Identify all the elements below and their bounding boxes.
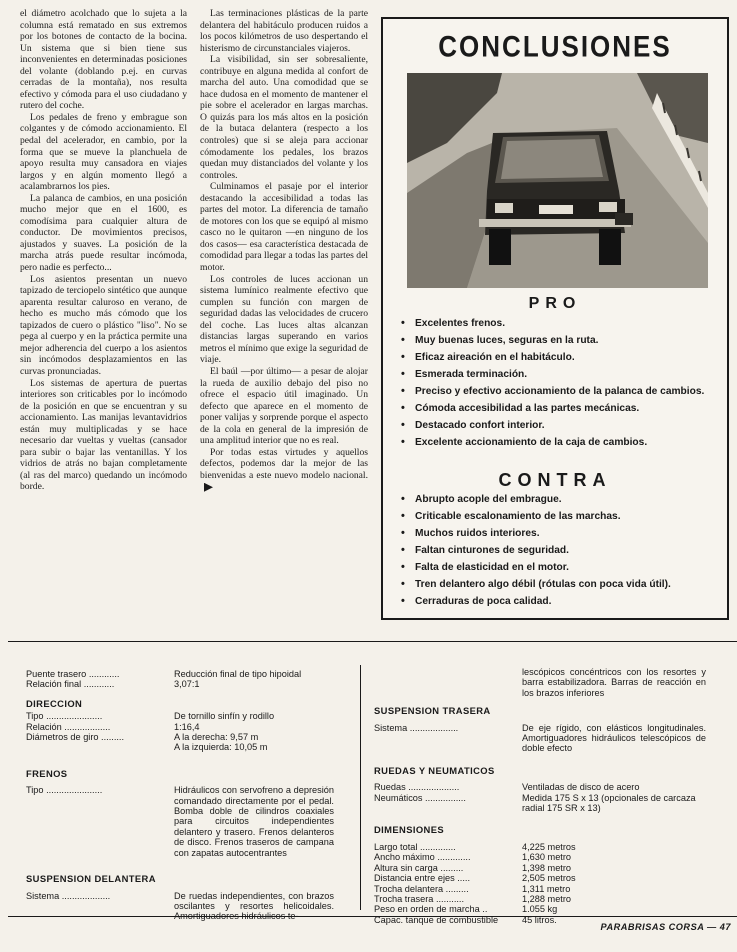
paragraph: Culminamos el pasaje por el interior destacando la accesibilidad a todas las partes del motor. La diferencia de tamaño de motores con los que se equipó al mismo casco no le quitaron —en ninguno de los dos casos— esa característica destacada de comodidad para llegar a todas las partes del motor. — [200, 181, 368, 274]
spec-label-empty — [374, 667, 522, 698]
pro-item: • Excelentes frenos. — [401, 317, 723, 330]
paragraph: Los controles de luces accionan un sistema lumínico realmente efectivo que cumplen su función con margen de seguridad dadas las velocidades de crucero del coche. Las luces altas alcanzan distancias largas superando en varios metros el mínimo que exige la seguridad de viaje. — [200, 273, 368, 366]
spec-row — [26, 679, 356, 689]
spec-heading: DIRECCION — [26, 697, 83, 709]
spec-value: 1,288 metro — [522, 893, 572, 904]
spec-value: Reducción final de tipo hipoidal — [174, 669, 302, 679]
spec-value: 3,07:1 — [174, 679, 200, 690]
spec-heading: SUSPENSION TRASERA — [374, 705, 491, 717]
end-mark-icon — [204, 483, 213, 492]
paragraph: Los pedales de freno y embrague son colgantes y de cómodo accionamiento. El pedal del acelerador, en cambio, por la forma que se mueve la planchuela de apoyo resulta muy cansadora en viajes largos y en algún momento llegó a acalambrarnos los pies. — [20, 111, 187, 193]
pro-item: • Esmerada terminación. — [401, 368, 723, 381]
spec-value: De eje rígido, con elásticos longitudinales. Amortiguadores hidráulicos telescópicos de doble efecto — [522, 722, 709, 754]
pro-item: • Preciso y efectivo accionamiento de la palanca de cambios. — [401, 385, 723, 398]
contra-item: • Faltan cinturones de seguridad. — [401, 544, 723, 557]
paragraph: Los asientos presentan un nuevo tapizado de terciopelo sintético que aunque aparenta resultar caluroso en verano, de hecho es mucho más cómodo que los tapizados de cuero o plástico "liso". No se pega al cuerpo y en la práctica permite una mejor adherencia del cuerpo a los asientos sin incómodos desplazamientos en las curvas pronunciadas. — [20, 273, 187, 377]
spec-value: 2,505 metros — [522, 873, 576, 884]
paragraph: El baúl —por último— a pesar de alojar la rueda de auxilio debajo del piso no ofrece el espacio útil imaginado. Un defecto que aparece en el momento de poner valijas y sorprende porque el aspecto de la cola en general de la impresión de una amplitud interior que no es real. — [200, 365, 368, 447]
spec-value: 1:16,4 — [174, 721, 200, 732]
paragraph: La palanca de cambios, en una posición mucho mejor que en el 1600, es comodísima para cualquier altura de conductor. De movimientos precisos, ajustados y suaves. La posición de la marcha atrás puede resultar incómoda, pero nadie es perfecto... — [20, 192, 187, 274]
paragraph: el diámetro acolchado que lo sujeta a la columna está rematado en sus extremos por los botones de contacto de la bocina. Un sistema que si bien tiene sus inconvenientes en determinadas posiciones del volante (doblando p.ej. en curvas cerradas de la montaña), nos resulta efectivo y cómoda para el uso ciudadano y rutero del coche. — [20, 8, 187, 112]
spec-value: Hidráulicos con servofreno a depresión comandado directamente por el pedal. Bomba doble de cilindros coaxiales para circuitos independientes delantero y trasero. Frenos delanteros de disco. Frenos traseros de campana con zapatas autocentrantes — [174, 785, 337, 858]
spec-label: Ruedas .................... — [374, 782, 460, 793]
specs-divider — [360, 665, 361, 910]
spec-value: 4,225 metros — [522, 841, 576, 852]
page-footer: PARABRISAS CORSA — 47 — [600, 922, 731, 932]
spec-row — [26, 732, 356, 753]
spec-value: De ruedas independientes, con brazos oscilantes y resortes helicoidales. Amortiguadores hidráulicos te- — [174, 890, 337, 922]
spec-row — [374, 782, 726, 792]
spec-value: 45 litros. — [522, 914, 557, 925]
conclusions-title: CONCLUSIONES — [438, 28, 672, 64]
spec-value: Medida 175 S x 13 (opcionales de carcaza radial 175 SR x 13) — [522, 792, 699, 814]
spec-label: Tipo ...................... — [26, 711, 103, 722]
spec-row — [374, 904, 726, 914]
spec-row — [374, 667, 726, 698]
spec-heading: DIMENSIONES — [374, 824, 445, 836]
contra-item: • Tren delantero algo débil (rótulas con poca vida útil). — [401, 578, 723, 591]
spec-row — [26, 711, 356, 721]
spec-row — [374, 723, 726, 754]
spec-value: 1,630 metro — [522, 852, 572, 863]
specs-right-column — [374, 667, 726, 925]
paragraph: Los sistemas de apertura de puertas interiores son criticables por lo incómodo de la posición en que se encuentran y su accionamiento. Las manijas levantavidrios están muy multiplicadas y se hace necesario dar vueltas y vueltas (cansador para subir o bajar las ventanillas. Y los vidrios de atrás no bajan completamente (al ras del marco) quedando un incómodo borde. — [20, 377, 187, 493]
spec-row — [26, 669, 356, 679]
dimensions-table — [374, 842, 726, 925]
spec-label: Distancia entre ejes ..... — [374, 873, 471, 884]
contra-item: • Abrupto acople del embrague. — [401, 493, 723, 506]
pro-item: • Muy buenas luces, seguras en la ruta. — [401, 334, 723, 347]
pro-list — [401, 317, 723, 453]
pro-item: • Eficaz aireación en el habitáculo. — [401, 351, 723, 364]
spec-label: Capac. tanque de combustible — [374, 914, 499, 925]
spec-label: Neumáticos ................ — [374, 792, 466, 803]
last-paragraph-text: Por todas estas virtudes y aquellos defectos, podemos dar la mejor de las bienvenidas a este nuevo modelo nacional. — [200, 446, 368, 481]
spec-label: Relación final ............ — [26, 679, 115, 690]
spec-value: A la derecha: 9,57 m A la izquierda: 10,05 m — [174, 732, 268, 753]
spec-label: Sistema ................... — [26, 890, 111, 901]
paragraph: Las terminaciones plásticas de la parte delantera del habitáculo producen ruidos a los pocos kilómetros de uso despertando el histerismo de circunstanciales viajeros. — [200, 8, 368, 54]
specs-left-column — [26, 669, 356, 922]
spec-label: Puente trasero ............ — [26, 669, 120, 679]
spec-value: 1,398 metro — [522, 862, 572, 873]
spec-label: Largo total .............. — [374, 841, 456, 852]
contra-item: • Falta de elasticidad en el motor. — [401, 561, 723, 574]
spec-value: 1,311 metro — [522, 883, 571, 894]
spec-row — [374, 863, 726, 873]
pro-item: • Excelente accionamiento de la caja de cambios. — [401, 436, 723, 449]
contra-item: • Muchos ruidos interiores. — [401, 527, 723, 540]
spec-row — [26, 891, 356, 922]
spec-label: Altura sin carga ......... — [374, 862, 464, 873]
spec-row — [374, 894, 726, 904]
article-column-2 — [200, 8, 368, 635]
spec-label: Peso en orden de marcha .. — [374, 904, 488, 915]
spec-label: Ancho máximo ............. — [374, 852, 471, 863]
spec-row — [374, 793, 726, 814]
spec-value: Ventiladas de disco de acero — [522, 782, 640, 793]
pro-item: • Cómoda accesibilidad a las partes mecánicas. — [401, 402, 723, 415]
spec-value: 1.055 kg — [522, 904, 558, 915]
pro-item: • Destacado confort interior. — [401, 419, 723, 432]
spec-label: Sistema ................... — [374, 722, 459, 733]
spec-heading: RUEDAS Y NEUMATICOS — [374, 764, 495, 776]
paragraph: La visibilidad, sin ser sobresaliente, contribuye en alguna medida al confort de marcha del auto. Una comodidad que se hace dudosa en el momento de mantener el pie sobre el acelerador en largas marchas. O quizás para los más altos en la posición de la butaca delantera (respecto a los controles) que si se aleja para accionar cómodamente los pedales, los brazos quedan muy distanciados del volante y los controles. — [200, 54, 368, 181]
car-rear-photo-icon — [407, 73, 708, 288]
spec-label: Tipo ...................... — [26, 785, 103, 796]
spec-row — [374, 842, 726, 852]
car-photo — [407, 73, 708, 288]
spec-row — [374, 852, 726, 862]
spec-row — [374, 884, 726, 894]
article-column-1 — [20, 8, 187, 635]
contra-item: • Cerraduras de poca calidad. — [401, 595, 723, 608]
spec-heading: SUSPENSION DELANTERA — [26, 873, 156, 885]
conclusions-box — [381, 17, 729, 620]
spec-row — [26, 785, 356, 858]
spec-value: De tornillo sinfín y rodillo — [174, 711, 275, 722]
spec-heading: FRENOS — [26, 767, 68, 779]
contra-title: CONTRA — [498, 470, 612, 490]
spec-label: Diámetros de giro ......... — [26, 732, 125, 743]
spec-row — [374, 873, 726, 883]
contra-item: • Criticable escalonamiento de las marchas. — [401, 510, 723, 523]
spec-label: Relación .................. — [26, 721, 111, 732]
spec-label: Trocha delantera ......... — [374, 883, 469, 894]
paragraph-last — [200, 447, 368, 493]
spec-label: Trocha trasera ........... — [374, 893, 465, 904]
spec-value: lescópicos concéntricos con los resortes y barra estabilizadora. Barras de reacción en los brazos inferiores — [522, 667, 709, 698]
contra-list — [401, 493, 723, 612]
pro-title: PRO — [528, 295, 582, 312]
spec-row — [26, 722, 356, 732]
